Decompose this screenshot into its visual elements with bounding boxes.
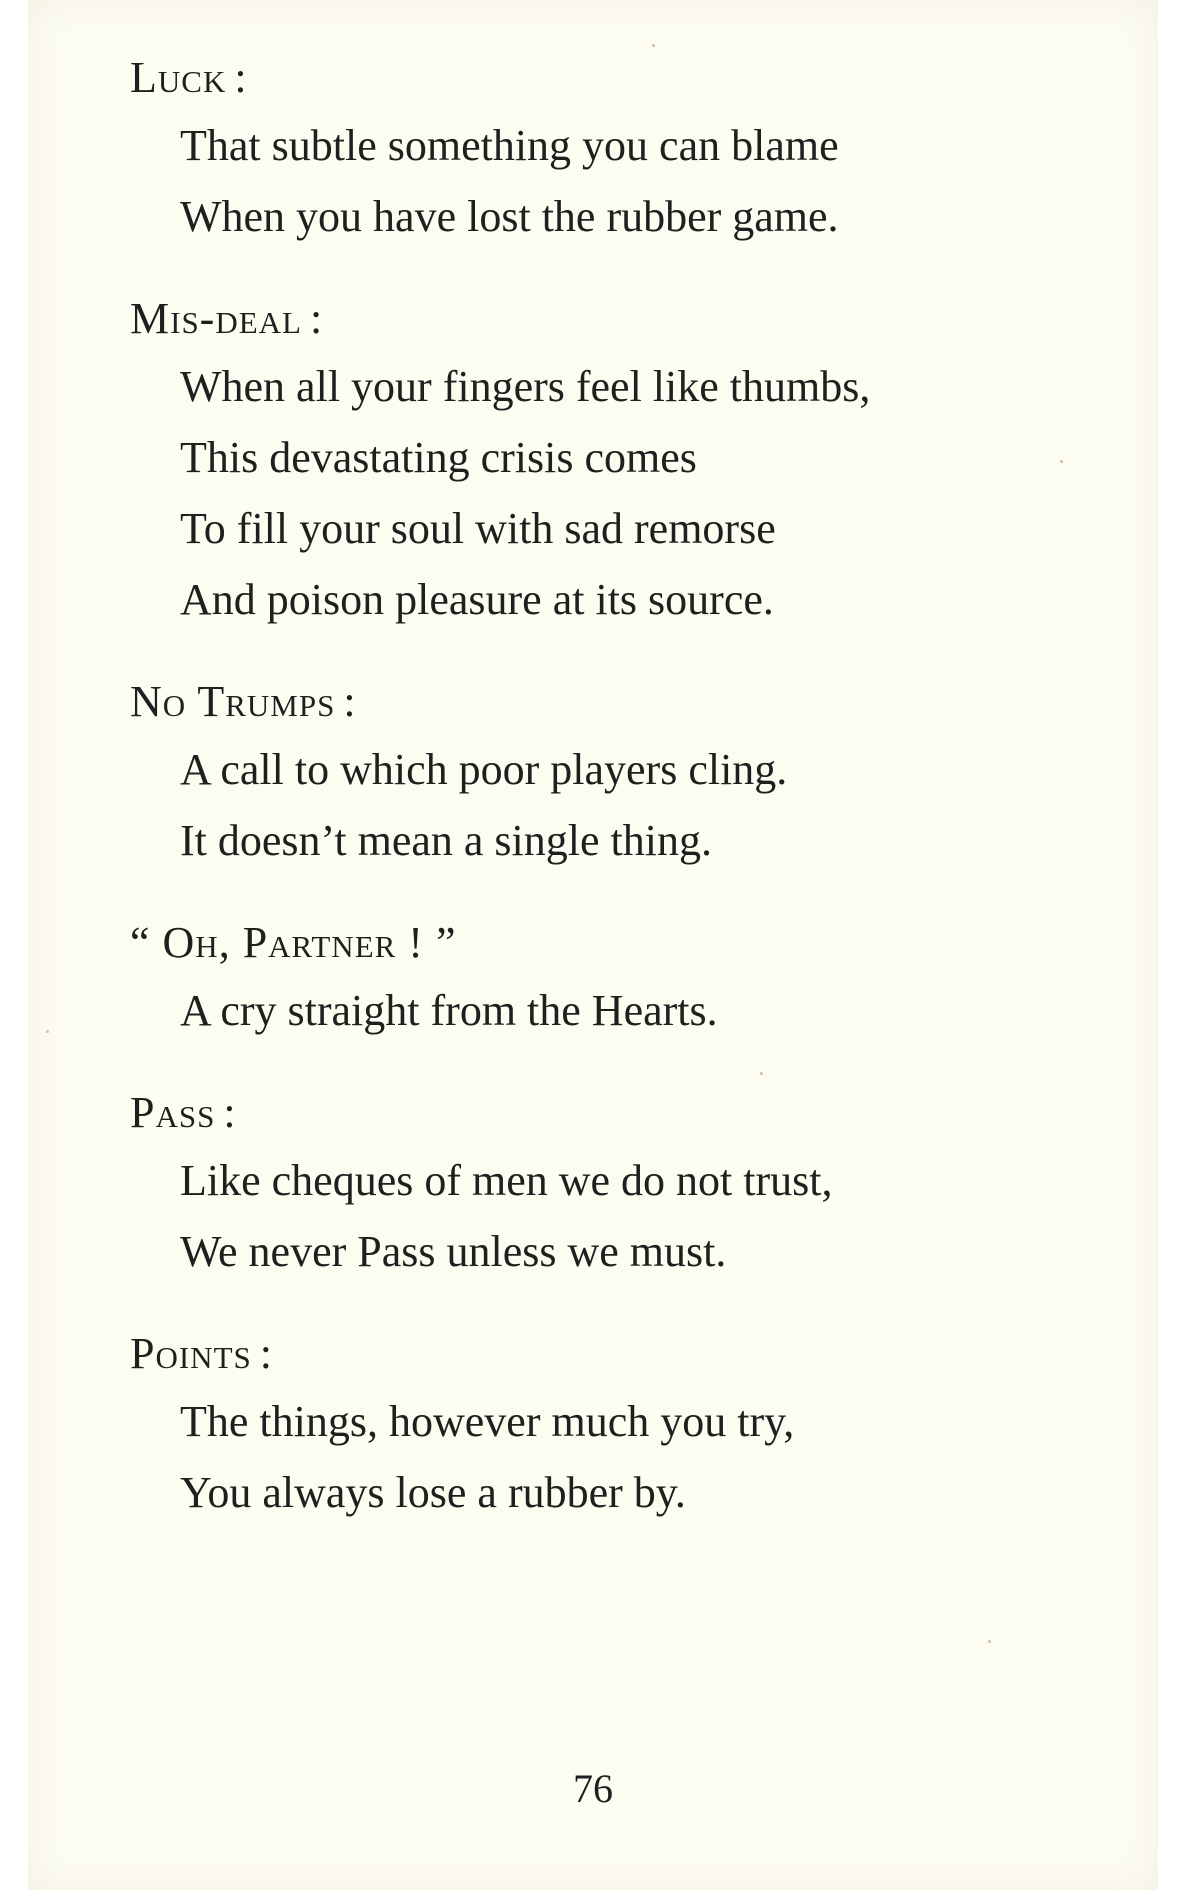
- verse-line: That subtle something you can blame: [180, 121, 839, 170]
- term-colon: :: [234, 53, 248, 102]
- term-colon: :: [259, 1329, 273, 1378]
- entry-luck: [130, 46, 1030, 252]
- paper-speck: [988, 1640, 991, 1643]
- term-text: No Trumps: [130, 677, 336, 726]
- term-text: Mis-deal: [130, 294, 302, 343]
- term-colon: :: [310, 294, 324, 343]
- term-colon: :: [223, 1088, 237, 1137]
- entry-mis-deal: [130, 287, 1030, 635]
- book-page: [28, 0, 1158, 1890]
- verse-line: When all your fingers feel like thumbs,: [180, 362, 871, 411]
- verse-line: We never Pass unless we must.: [180, 1227, 727, 1276]
- verse-line: A cry straight from the Hearts.: [180, 986, 718, 1035]
- paper-speck: [652, 44, 655, 47]
- term-text: Luck: [130, 53, 227, 102]
- glossary-verses: [130, 46, 1030, 1528]
- entry-oh-partner: [130, 911, 1030, 1046]
- entry-term: [130, 670, 1030, 734]
- term-text: Points: [130, 1329, 252, 1378]
- verse-line: Like cheques of men we do not trust,: [180, 1156, 833, 1205]
- verse-line: To fill your soul with sad remorse: [180, 504, 776, 553]
- term-text: “ Oh, Partner ! ”: [130, 918, 457, 967]
- entry-term: [130, 911, 1030, 975]
- entry-term: [130, 1081, 1030, 1145]
- page-number: 76: [573, 1766, 613, 1811]
- verse-line: It doesn’t mean a single thing.: [180, 816, 712, 865]
- paper-speck: [1060, 460, 1063, 463]
- verse-line: When you have lost the rubber game.: [180, 192, 839, 241]
- entry-points: [130, 1322, 1030, 1528]
- term-text: Pass: [130, 1088, 216, 1137]
- paper-speck: [760, 1072, 763, 1075]
- entry-term: [130, 1322, 1030, 1386]
- verse-line: The things, however much you try,: [180, 1397, 795, 1446]
- paper-speck: [46, 1030, 49, 1033]
- entry-term: [130, 287, 1030, 351]
- verse-line: You always lose a rubber by.: [180, 1468, 686, 1517]
- verse-line: A call to which poor players cling.: [180, 745, 788, 794]
- entry-pass: [130, 1081, 1030, 1287]
- verse-line: And poison pleasure at its source.: [180, 575, 774, 624]
- entry-term: [130, 46, 1030, 110]
- verse-line: This devastating crisis comes: [180, 433, 697, 482]
- term-colon: :: [343, 677, 357, 726]
- entry-no-trumps: [130, 670, 1030, 876]
